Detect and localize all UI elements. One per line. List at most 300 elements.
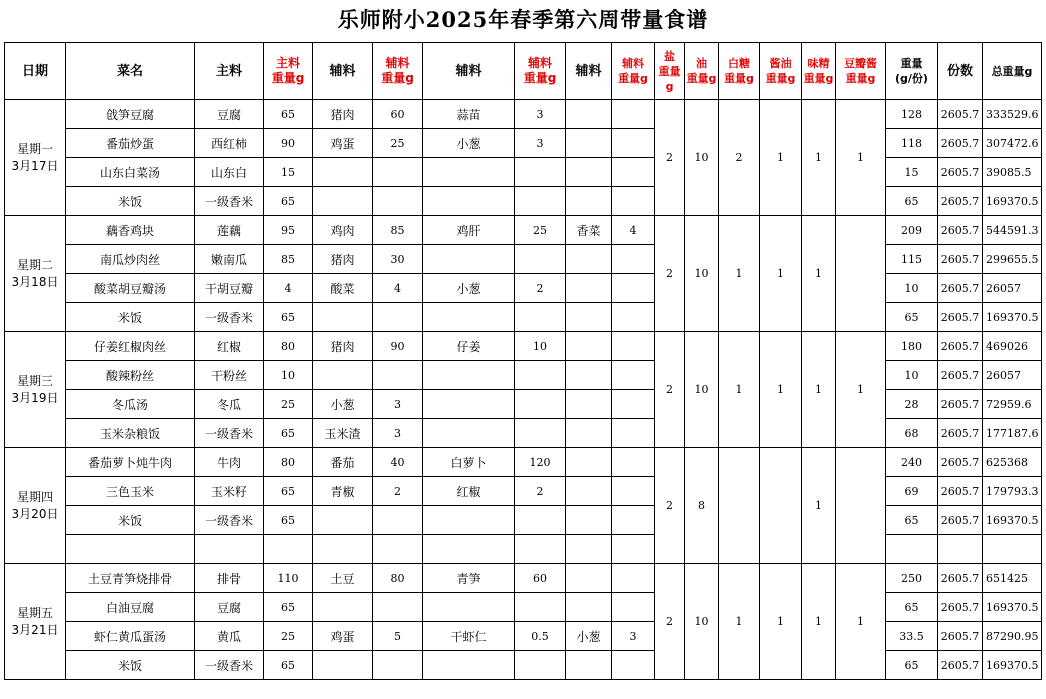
aux2-ingredient xyxy=(423,390,515,419)
day-cell xyxy=(5,332,66,448)
table-row xyxy=(5,448,1042,477)
main-ingredient: 嫩南瓜 xyxy=(195,245,264,274)
aux2-weight xyxy=(515,419,566,448)
main-weight: 65 xyxy=(264,506,313,535)
dish-name: 仔姜红椒肉丝 xyxy=(66,332,195,361)
aux3-ingredient xyxy=(566,158,612,187)
seasoning-bean: 1 xyxy=(836,100,886,216)
seasoning-msg: 1 xyxy=(802,100,836,216)
main-weight xyxy=(264,535,313,564)
aux3-ingredient: 香菜 xyxy=(566,216,612,245)
aux2-ingredient xyxy=(423,593,515,622)
table-row xyxy=(5,390,1042,419)
portion-weight: 209 xyxy=(886,216,938,245)
aux2-weight xyxy=(515,535,566,564)
servings: 2605.7 xyxy=(938,419,983,448)
aux2-ingredient: 干虾仁 xyxy=(423,622,515,651)
dish-name: 玉米杂粮饭 xyxy=(66,419,195,448)
servings: 2605.7 xyxy=(938,622,983,651)
portion-weight: 65 xyxy=(886,651,938,680)
seasoning-sugar: 1 xyxy=(719,332,760,448)
aux3-weight xyxy=(612,390,655,419)
servings: 2605.7 xyxy=(938,506,983,535)
aux2-ingredient xyxy=(423,303,515,332)
aux1-ingredient: 鸡蛋 xyxy=(313,129,373,158)
day-cell xyxy=(5,100,66,216)
main-ingredient: 黄瓜 xyxy=(195,622,264,651)
portion-weight: 115 xyxy=(886,245,938,274)
seasoning-bean: 1 xyxy=(836,332,886,448)
main-ingredient: 冬瓜 xyxy=(195,390,264,419)
seasoning-soy: 1 xyxy=(760,564,802,680)
aux1-weight xyxy=(373,593,423,622)
portion-weight: 15 xyxy=(886,158,938,187)
main-ingredient: 一级香米 xyxy=(195,303,264,332)
main-weight: 65 xyxy=(264,419,313,448)
main-ingredient xyxy=(195,535,264,564)
header-row xyxy=(5,43,1042,100)
header-weight: 重量 (g/份) xyxy=(886,43,938,100)
main-weight: 90 xyxy=(264,129,313,158)
seasoning-salt: 2 xyxy=(655,216,685,332)
header-oil: 油 重量g xyxy=(685,43,719,100)
menu-table xyxy=(4,42,1042,680)
table-row xyxy=(5,477,1042,506)
aux3-weight xyxy=(612,361,655,390)
servings: 2605.7 xyxy=(938,593,983,622)
header-date: 日期 xyxy=(5,43,66,100)
aux2-weight xyxy=(515,593,566,622)
portion-weight: 240 xyxy=(886,448,938,477)
aux3-weight xyxy=(612,506,655,535)
main-ingredient: 红椒 xyxy=(195,332,264,361)
main-weight: 25 xyxy=(264,622,313,651)
portion-weight: 69 xyxy=(886,477,938,506)
aux3-ingredient xyxy=(566,564,612,593)
aux1-weight xyxy=(373,303,423,332)
header-servings: 份数 xyxy=(938,43,983,100)
seasoning-msg: 1 xyxy=(802,332,836,448)
main-ingredient: 西红柿 xyxy=(195,129,264,158)
day-date: 3月20日 xyxy=(11,506,59,521)
aux1-weight: 90 xyxy=(373,332,423,361)
main-weight: 110 xyxy=(264,564,313,593)
aux3-ingredient xyxy=(566,187,612,216)
header-aux2: 辅料 xyxy=(423,43,515,100)
aux3-weight xyxy=(612,564,655,593)
header-msg: 味精 重量g xyxy=(802,43,836,100)
main-ingredient: 豆腐 xyxy=(195,593,264,622)
aux3-ingredient xyxy=(566,390,612,419)
aux3-weight xyxy=(612,245,655,274)
seasoning-sugar: 2 xyxy=(719,100,760,216)
aux2-weight: 25 xyxy=(515,216,566,245)
main-ingredient: 玉米籽 xyxy=(195,477,264,506)
aux1-weight: 85 xyxy=(373,216,423,245)
aux2-ingredient xyxy=(423,187,515,216)
aux3-ingredient xyxy=(566,361,612,390)
aux1-ingredient xyxy=(313,303,373,332)
aux1-ingredient xyxy=(313,187,373,216)
aux3-weight xyxy=(612,651,655,680)
aux2-weight: 3 xyxy=(515,100,566,129)
aux1-ingredient: 鸡蛋 xyxy=(313,622,373,651)
aux2-ingredient: 蒜苗 xyxy=(423,100,515,129)
day-name: 星期三 xyxy=(16,373,53,388)
total-weight: 299655.5 xyxy=(983,245,1042,274)
main-weight: 65 xyxy=(264,651,313,680)
aux1-weight xyxy=(373,187,423,216)
aux1-weight: 60 xyxy=(373,100,423,129)
servings: 2605.7 xyxy=(938,303,983,332)
aux2-weight: 3 xyxy=(515,129,566,158)
aux2-ingredient xyxy=(423,419,515,448)
table-row xyxy=(5,361,1042,390)
seasoning-soy: 1 xyxy=(760,332,802,448)
total-weight: 169370.5 xyxy=(983,187,1042,216)
portion-weight xyxy=(886,535,938,564)
day-name: 星期五 xyxy=(16,605,53,620)
aux2-weight xyxy=(515,187,566,216)
seasoning-msg: 1 xyxy=(802,448,836,564)
table-row xyxy=(5,274,1042,303)
servings: 2605.7 xyxy=(938,477,983,506)
servings: 2605.7 xyxy=(938,390,983,419)
dish-name: 酸辣粉丝 xyxy=(66,361,195,390)
main-ingredient: 一级香米 xyxy=(195,506,264,535)
servings: 2605.7 xyxy=(938,274,983,303)
header-aux1: 辅料 xyxy=(313,43,373,100)
aux1-weight xyxy=(373,361,423,390)
total-weight: 544591.3 xyxy=(983,216,1042,245)
seasoning-oil: 10 xyxy=(685,564,719,680)
main-ingredient: 一级香米 xyxy=(195,419,264,448)
table-row xyxy=(5,506,1042,535)
aux2-ingredient: 红椒 xyxy=(423,477,515,506)
portion-weight: 65 xyxy=(886,187,938,216)
total-weight: 469026 xyxy=(983,332,1042,361)
total-weight: 169370.5 xyxy=(983,593,1042,622)
header-dish: 菜名 xyxy=(66,43,195,100)
main-ingredient: 一级香米 xyxy=(195,187,264,216)
aux3-weight xyxy=(612,303,655,332)
seasoning-salt: 2 xyxy=(655,332,685,448)
main-weight: 85 xyxy=(264,245,313,274)
aux3-ingredient xyxy=(566,274,612,303)
aux3-weight xyxy=(612,158,655,187)
day-date: 3月19日 xyxy=(11,390,59,405)
seasoning-soy: 1 xyxy=(760,216,802,332)
header-main-weight: 主料 重量g xyxy=(264,43,313,100)
portion-weight: 180 xyxy=(886,332,938,361)
aux1-ingredient xyxy=(313,158,373,187)
dish-name: 虾仁黄瓜蛋汤 xyxy=(66,622,195,651)
main-ingredient: 豆腐 xyxy=(195,100,264,129)
aux2-weight xyxy=(515,303,566,332)
aux3-weight xyxy=(612,274,655,303)
total-weight: 72959.6 xyxy=(983,390,1042,419)
servings: 2605.7 xyxy=(938,216,983,245)
seasoning-sugar: 1 xyxy=(719,216,760,332)
aux1-ingredient: 鸡肉 xyxy=(313,216,373,245)
aux3-ingredient xyxy=(566,651,612,680)
portion-weight: 250 xyxy=(886,564,938,593)
aux1-ingredient xyxy=(313,506,373,535)
day-name: 星期一 xyxy=(16,141,53,156)
header-salt: 盐 重量 g xyxy=(655,43,685,100)
seasoning-bean: 1 xyxy=(836,564,886,680)
seasoning-soy xyxy=(760,448,802,564)
main-weight: 65 xyxy=(264,477,313,506)
aux2-weight: 120 xyxy=(515,448,566,477)
day-date: 3月18日 xyxy=(11,274,59,289)
portion-weight: 33.5 xyxy=(886,622,938,651)
aux3-ingredient xyxy=(566,506,612,535)
day-name: 星期二 xyxy=(16,257,53,272)
portion-weight: 128 xyxy=(886,100,938,129)
aux3-weight xyxy=(612,100,655,129)
seasoning-salt: 2 xyxy=(655,100,685,216)
table-row xyxy=(5,100,1042,129)
main-weight: 65 xyxy=(264,100,313,129)
aux3-ingredient xyxy=(566,100,612,129)
dish-name: 冬瓜汤 xyxy=(66,390,195,419)
seasoning-msg: 1 xyxy=(802,564,836,680)
header-aux1-weight: 辅料 重量g xyxy=(373,43,423,100)
total-weight: 177187.6 xyxy=(983,419,1042,448)
day-cell xyxy=(5,216,66,332)
aux1-weight: 25 xyxy=(373,129,423,158)
aux2-ingredient xyxy=(423,245,515,274)
dish-name: 土豆青笋烧排骨 xyxy=(66,564,195,593)
aux2-weight: 60 xyxy=(515,564,566,593)
servings: 2605.7 xyxy=(938,332,983,361)
dish-name: 三色玉米 xyxy=(66,477,195,506)
aux3-ingredient xyxy=(566,245,612,274)
day-name: 星期四 xyxy=(16,489,53,504)
aux2-ingredient xyxy=(423,535,515,564)
aux3-weight xyxy=(612,332,655,361)
day-date: 3月17日 xyxy=(11,158,59,173)
dish-name: 白油豆腐 xyxy=(66,593,195,622)
aux3-weight xyxy=(612,419,655,448)
dish-name: 藕香鸡块 xyxy=(66,216,195,245)
header-sugar: 白糖 重量g xyxy=(719,43,760,100)
aux2-weight xyxy=(515,158,566,187)
day-cell xyxy=(5,564,66,680)
table-row xyxy=(5,332,1042,361)
dish-name: 戗笋豆腐 xyxy=(66,100,195,129)
aux3-ingredient xyxy=(566,448,612,477)
dish-name: 酸菜胡豆瓣汤 xyxy=(66,274,195,303)
aux1-ingredient: 酸菜 xyxy=(313,274,373,303)
portion-weight: 65 xyxy=(886,303,938,332)
total-weight: 179793.3 xyxy=(983,477,1042,506)
seasoning-salt: 2 xyxy=(655,448,685,564)
dish-name: 山东白菜汤 xyxy=(66,158,195,187)
servings: 2605.7 xyxy=(938,245,983,274)
table-row xyxy=(5,129,1042,158)
portion-weight: 10 xyxy=(886,274,938,303)
aux1-ingredient xyxy=(313,535,373,564)
aux1-ingredient: 猪肉 xyxy=(313,332,373,361)
table-row xyxy=(5,216,1042,245)
aux3-weight xyxy=(612,129,655,158)
table-row xyxy=(5,245,1042,274)
main-ingredient: 莲藕 xyxy=(195,216,264,245)
table-row xyxy=(5,187,1042,216)
seasoning-bean xyxy=(836,216,886,332)
aux1-weight: 30 xyxy=(373,245,423,274)
aux1-ingredient: 猪肉 xyxy=(313,100,373,129)
main-ingredient: 排骨 xyxy=(195,564,264,593)
aux2-ingredient: 青笋 xyxy=(423,564,515,593)
main-weight: 65 xyxy=(264,187,313,216)
total-weight: 169370.5 xyxy=(983,651,1042,680)
aux1-weight xyxy=(373,535,423,564)
total-weight: 307472.6 xyxy=(983,129,1042,158)
aux3-ingredient xyxy=(566,129,612,158)
aux1-ingredient xyxy=(313,651,373,680)
dish-name: 米饭 xyxy=(66,506,195,535)
table-row xyxy=(5,303,1042,332)
table-row xyxy=(5,535,1042,564)
dish-name: 番茄萝卜炖牛肉 xyxy=(66,448,195,477)
dish-name: 米饭 xyxy=(66,303,195,332)
table-row xyxy=(5,158,1042,187)
aux1-weight: 5 xyxy=(373,622,423,651)
table-row xyxy=(5,419,1042,448)
aux3-weight: 4 xyxy=(612,216,655,245)
main-ingredient: 一级香米 xyxy=(195,651,264,680)
dish-name: 南瓜炒肉丝 xyxy=(66,245,195,274)
aux1-ingredient: 土豆 xyxy=(313,564,373,593)
menu-body xyxy=(5,100,1042,680)
aux1-weight xyxy=(373,158,423,187)
seasoning-oil: 8 xyxy=(685,448,719,564)
aux1-ingredient: 玉米渣 xyxy=(313,419,373,448)
aux3-ingredient xyxy=(566,303,612,332)
seasoning-salt: 2 xyxy=(655,564,685,680)
table-row xyxy=(5,651,1042,680)
main-weight: 4 xyxy=(264,274,313,303)
seasoning-oil: 10 xyxy=(685,332,719,448)
seasoning-sugar xyxy=(719,448,760,564)
aux2-weight xyxy=(515,245,566,274)
aux3-ingredient xyxy=(566,332,612,361)
main-weight: 25 xyxy=(264,390,313,419)
servings: 2605.7 xyxy=(938,651,983,680)
day-date: 3月21日 xyxy=(11,622,59,637)
aux1-weight: 2 xyxy=(373,477,423,506)
aux1-weight: 3 xyxy=(373,419,423,448)
main-weight: 80 xyxy=(264,332,313,361)
table-row xyxy=(5,564,1042,593)
aux1-weight: 4 xyxy=(373,274,423,303)
aux2-weight xyxy=(515,390,566,419)
seasoning-bean xyxy=(836,448,886,564)
header-aux2-weight: 辅料 重量g xyxy=(515,43,566,100)
aux2-weight: 0.5 xyxy=(515,622,566,651)
aux1-ingredient: 番茄 xyxy=(313,448,373,477)
servings: 2605.7 xyxy=(938,129,983,158)
aux1-weight: 3 xyxy=(373,390,423,419)
aux2-ingredient: 小葱 xyxy=(423,274,515,303)
aux2-weight: 2 xyxy=(515,274,566,303)
header-soy: 酱油 重量g xyxy=(760,43,802,100)
aux2-ingredient: 鸡肝 xyxy=(423,216,515,245)
total-weight: 26057 xyxy=(983,361,1042,390)
main-ingredient: 干粉丝 xyxy=(195,361,264,390)
aux1-ingredient: 猪肉 xyxy=(313,245,373,274)
aux3-weight xyxy=(612,593,655,622)
total-weight: 39085.5 xyxy=(983,158,1042,187)
aux2-ingredient: 小葱 xyxy=(423,129,515,158)
aux1-ingredient xyxy=(313,361,373,390)
servings: 2605.7 xyxy=(938,158,983,187)
servings: 2605.7 xyxy=(938,448,983,477)
seasoning-sugar: 1 xyxy=(719,564,760,680)
servings: 2605.7 xyxy=(938,361,983,390)
portion-weight: 28 xyxy=(886,390,938,419)
portion-weight: 10 xyxy=(886,361,938,390)
aux2-ingredient xyxy=(423,158,515,187)
aux2-ingredient xyxy=(423,651,515,680)
seasoning-soy: 1 xyxy=(760,100,802,216)
total-weight: 26057 xyxy=(983,274,1042,303)
total-weight: 169370.5 xyxy=(983,303,1042,332)
aux3-weight xyxy=(612,535,655,564)
main-ingredient: 牛肉 xyxy=(195,448,264,477)
aux2-ingredient xyxy=(423,361,515,390)
main-weight: 10 xyxy=(264,361,313,390)
total-weight: 169370.5 xyxy=(983,506,1042,535)
portion-weight: 65 xyxy=(886,593,938,622)
main-ingredient: 干胡豆瓣 xyxy=(195,274,264,303)
total-weight: 651425 xyxy=(983,564,1042,593)
total-weight: 87290.95 xyxy=(983,622,1042,651)
aux1-weight: 40 xyxy=(373,448,423,477)
aux1-weight: 80 xyxy=(373,564,423,593)
main-weight: 65 xyxy=(264,303,313,332)
header-bean-paste: 豆瓣酱 重量g xyxy=(836,43,886,100)
aux2-weight xyxy=(515,361,566,390)
aux3-ingredient: 小葱 xyxy=(566,622,612,651)
table-row xyxy=(5,622,1042,651)
aux3-ingredient xyxy=(566,477,612,506)
page-title: 乐师附小2025年春季第六周带量食谱 xyxy=(337,7,709,32)
portion-weight: 68 xyxy=(886,419,938,448)
main-weight: 80 xyxy=(264,448,313,477)
total-weight xyxy=(983,535,1042,564)
header-aux3: 辅料 xyxy=(566,43,612,100)
seasoning-msg: 1 xyxy=(802,216,836,332)
aux2-ingredient xyxy=(423,506,515,535)
servings xyxy=(938,535,983,564)
aux1-weight xyxy=(373,651,423,680)
aux3-weight xyxy=(612,477,655,506)
main-weight: 95 xyxy=(264,216,313,245)
aux1-ingredient xyxy=(313,593,373,622)
total-weight: 625368 xyxy=(983,448,1042,477)
main-ingredient: 山东白 xyxy=(195,158,264,187)
seasoning-oil: 10 xyxy=(685,100,719,216)
portion-weight: 118 xyxy=(886,129,938,158)
aux2-ingredient: 仔姜 xyxy=(423,332,515,361)
portion-weight: 65 xyxy=(886,506,938,535)
main-weight: 65 xyxy=(264,593,313,622)
servings: 2605.7 xyxy=(938,187,983,216)
